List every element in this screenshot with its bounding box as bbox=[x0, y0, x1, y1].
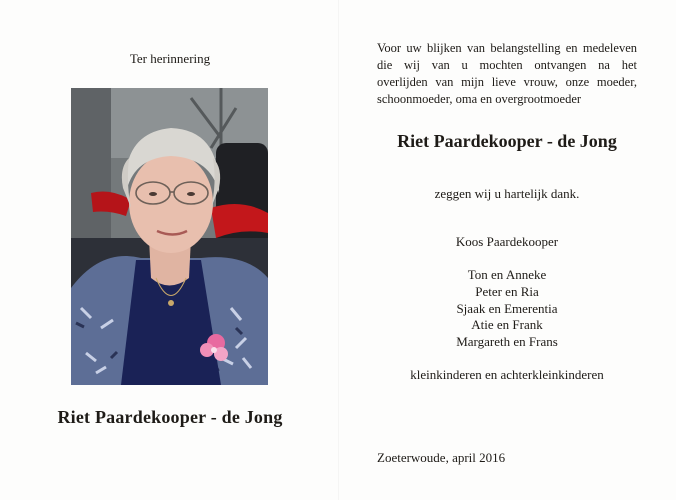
deceased-name-left: Riet Paardekooper - de Jong bbox=[57, 407, 283, 427]
intro-line: schoonmoeder, oma en overgrootmoeder bbox=[377, 92, 582, 106]
spouse-name: Koos Paardekooper bbox=[455, 234, 559, 249]
family-list bbox=[338, 267, 676, 351]
thanks-text: zeggen wij u hartelijk dank. bbox=[434, 186, 580, 201]
intro-line: overlijden van mijn lieve vrouw, onze moeder, bbox=[377, 75, 637, 89]
family-member: Sjaak en Emerentia bbox=[456, 300, 558, 316]
intro-line: Voor uw blijken van belangstelling en medeleven bbox=[377, 41, 637, 55]
gratitude-intro bbox=[377, 40, 637, 108]
family-member: Peter en Ria bbox=[475, 283, 539, 299]
memorial-heading: Ter herinnering bbox=[129, 51, 211, 66]
place-date: Zoeterwoude, april 2016 bbox=[377, 450, 506, 465]
portrait-photo bbox=[71, 88, 268, 385]
family-member: Ton en Anneke bbox=[467, 267, 547, 282]
deceased-name-right: Riet Paardekooper - de Jong bbox=[397, 131, 617, 151]
intro-line: die wij van u mochten ontvangen na het bbox=[377, 58, 637, 72]
grandchildren-text: kleinkinderen en achterkleinkinderen bbox=[410, 367, 604, 382]
family-member: Margareth en Frans bbox=[456, 334, 558, 350]
family-member: Atie en Frank bbox=[471, 317, 543, 333]
